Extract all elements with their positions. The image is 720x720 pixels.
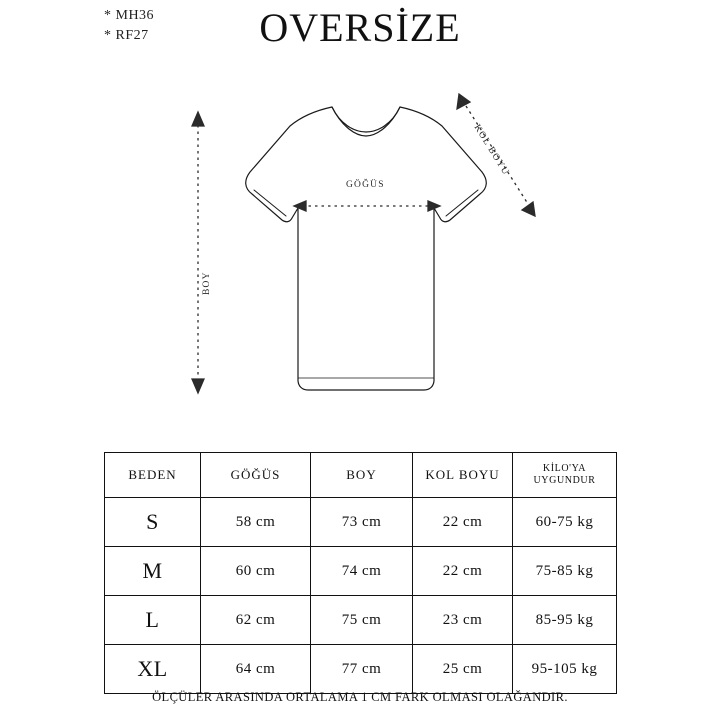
product-code-2: * RF27 bbox=[104, 28, 149, 43]
header-kol-boyu: KOL BOYU bbox=[413, 453, 513, 498]
header-gogus: GÖĞÜS bbox=[201, 453, 311, 498]
header-kilo-line2: UYGUNDUR bbox=[533, 475, 596, 486]
table-row bbox=[105, 547, 617, 596]
cell-chest: 62 cm bbox=[201, 596, 311, 645]
sleeve-measure-label: KOL BOYU bbox=[471, 123, 511, 178]
cell-size: S bbox=[105, 498, 201, 547]
header-kilo bbox=[513, 453, 617, 498]
shirt-diagram bbox=[150, 80, 570, 425]
footnote-text: ÖLÇÜLER ARASINDA ORTALAMA 1 CM FARK OLMASI OLAĞANDIR. bbox=[152, 690, 568, 704]
cell-sleeve: 22 cm bbox=[413, 547, 513, 596]
cell-size: M bbox=[105, 547, 201, 596]
table-row bbox=[105, 498, 617, 547]
shirt-outline-icon bbox=[150, 80, 570, 425]
size-table-wrapper bbox=[104, 452, 616, 694]
chest-measure-label: GÖĞÜS bbox=[346, 180, 385, 190]
cell-weight: 60-75 kg bbox=[513, 498, 617, 547]
cell-length: 77 cm bbox=[311, 645, 413, 694]
cell-weight: 95-105 kg bbox=[513, 645, 617, 694]
size-table-body bbox=[105, 498, 617, 694]
cell-chest: 64 cm bbox=[201, 645, 311, 694]
table-row bbox=[105, 645, 617, 694]
size-table bbox=[104, 452, 617, 694]
cell-length: 74 cm bbox=[311, 547, 413, 596]
cell-sleeve: 22 cm bbox=[413, 498, 513, 547]
cell-length: 73 cm bbox=[311, 498, 413, 547]
cell-sleeve: 23 cm bbox=[413, 596, 513, 645]
table-header-row bbox=[105, 453, 617, 498]
cell-weight: 75-85 kg bbox=[513, 547, 617, 596]
cell-chest: 60 cm bbox=[201, 547, 311, 596]
length-measure-label: BOY bbox=[202, 271, 212, 295]
table-row bbox=[105, 596, 617, 645]
header-boy: BOY bbox=[311, 453, 413, 498]
cell-weight: 85-95 kg bbox=[513, 596, 617, 645]
cell-length: 75 cm bbox=[311, 596, 413, 645]
page-title: OVERSİZE bbox=[259, 5, 461, 50]
size-table-header bbox=[105, 453, 617, 498]
cell-sleeve: 25 cm bbox=[413, 645, 513, 694]
cell-chest: 58 cm bbox=[201, 498, 311, 547]
product-code-1: * MH36 bbox=[104, 8, 155, 23]
header-kilo-line1: KİLO'YA bbox=[542, 463, 587, 474]
cell-size: L bbox=[105, 596, 201, 645]
cell-size: XL bbox=[105, 645, 201, 694]
header-beden: BEDEN bbox=[105, 453, 201, 498]
